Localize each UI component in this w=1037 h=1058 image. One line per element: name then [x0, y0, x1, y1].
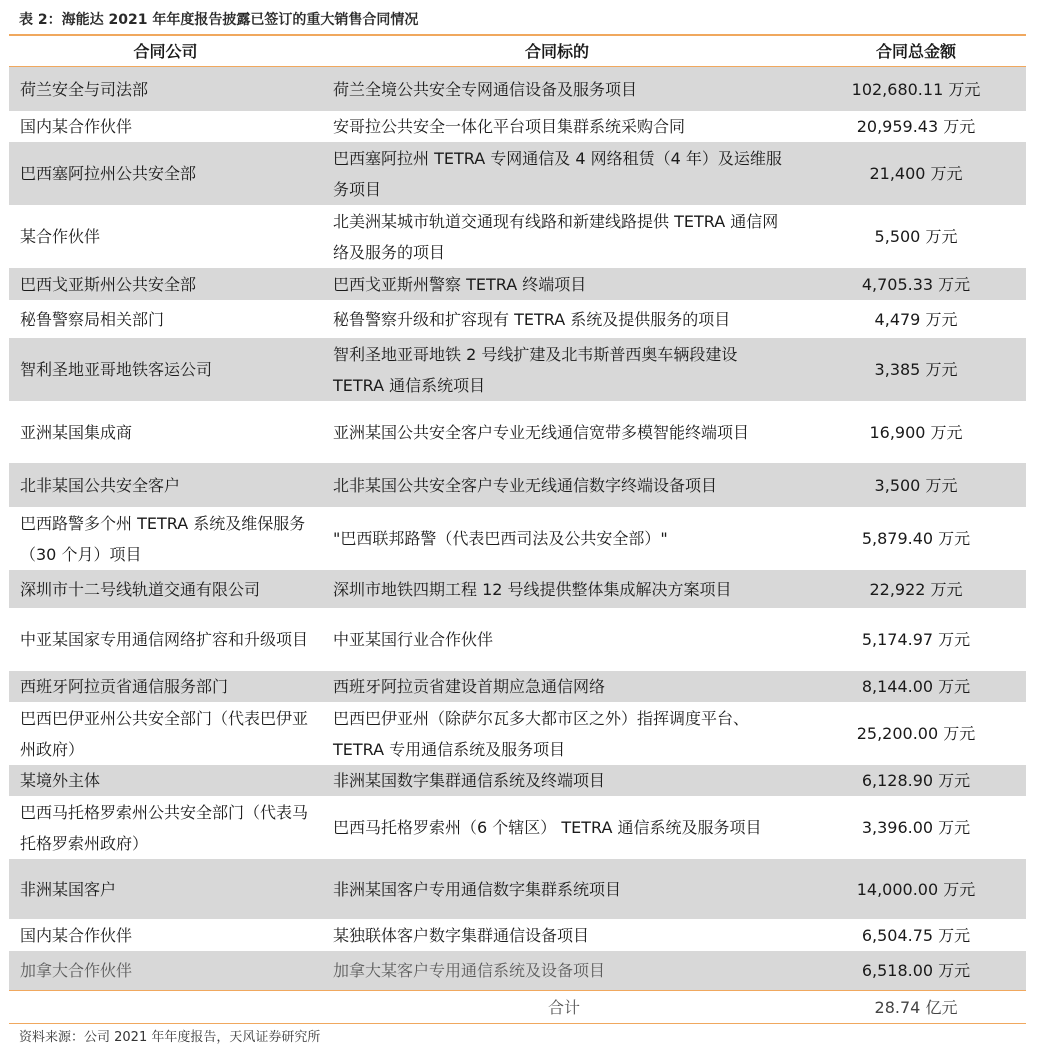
subject-cell: 某独联体客户数字集群通信设备项目 — [333, 925, 590, 945]
amount-cell: 16,900 万元 — [869, 422, 963, 442]
table-row — [9, 702, 1026, 765]
subject-cell: "巴西联邦路警（代表巴西司法及公共安全部）" — [333, 529, 668, 548]
table-row — [9, 111, 1026, 142]
company-cell: 加拿大合作伙伴 — [20, 961, 133, 980]
company-cell: 荷兰安全与司法部 — [20, 79, 149, 99]
amount-cell: 8,144.00 万元 — [861, 677, 971, 696]
table-row — [9, 268, 1026, 300]
amount-cell: 21,400 万元 — [869, 164, 963, 183]
company-cell: 国内某合作伙伴 — [20, 117, 133, 136]
subject-cell: 巴西巴伊亚州（除萨尔瓦多大都市区之外）指挥调度平台、TETRA 专用通信系统及服务项目 — [333, 708, 750, 759]
table-row — [9, 463, 1026, 507]
table-row — [9, 671, 1026, 702]
table-row — [9, 338, 1026, 401]
company-cell: 亚洲某国集成商 — [20, 422, 133, 442]
amount-cell: 6,128.90 万元 — [861, 771, 971, 790]
table-row — [9, 507, 1026, 570]
header-subject: 合同标的 — [524, 41, 589, 61]
amount-cell: 5,174.97 万元 — [861, 630, 971, 649]
amount-cell: 102,680.11 万元 — [851, 79, 981, 99]
amount-cell: 3,500 万元 — [874, 475, 958, 495]
company-cell: 国内某合作伙伴 — [20, 925, 133, 945]
company-cell: 某合作伙伴 — [20, 227, 101, 246]
table-row — [9, 951, 1026, 990]
subject-cell: 北美洲某城市轨道交通现有线路和新建线路提供 TETRA 通信网络及服务的项目 — [333, 211, 779, 262]
amount-cell: 3,385 万元 — [874, 360, 958, 379]
company-cell: 秘鲁警察局相关部门 — [20, 309, 165, 329]
company-cell: 巴西塞阿拉州公共安全部 — [20, 164, 197, 183]
subject-cell: 深圳市地铁四期工程 12 号线提供整体集成解决方案项目 — [333, 579, 732, 599]
company-cell: 巴西戈亚斯州公共安全部 — [20, 274, 197, 294]
amount-cell: 4,479 万元 — [874, 309, 958, 329]
subject-cell: 中亚某国行业合作伙伴 — [333, 630, 494, 649]
company-cell: 某境外主体 — [20, 771, 101, 790]
company-cell: 智利圣地亚哥地铁客运公司 — [20, 360, 213, 379]
amount-cell: 14,000.00 万元 — [856, 879, 976, 899]
company-cell: 非洲某国客户 — [20, 879, 117, 899]
subject-cell: 秘鲁警察升级和扩容现有 TETRA 系统及提供服务的项目 — [333, 309, 731, 329]
subject-cell: 西班牙阿拉贡省建设首期应急通信网络 — [333, 677, 606, 696]
total-label: 合计 — [547, 997, 580, 1017]
company-cell: 北非某国公共安全客户 — [20, 475, 181, 495]
subject-cell: 非洲某国客户专用通信数字集群系统项目 — [333, 879, 622, 899]
sales-contract-table — [9, 34, 1026, 1024]
amount-cell: 22,922 万元 — [869, 579, 963, 599]
subject-cell: 巴西戈亚斯州警察 TETRA 终端项目 — [333, 274, 587, 294]
total-amount: 28.74 亿元 — [874, 997, 958, 1017]
table-row — [9, 67, 1026, 111]
amount-cell: 4,705.33 万元 — [861, 274, 971, 294]
amount-cell: 6,518.00 万元 — [861, 961, 971, 980]
subject-cell: 亚洲某国公共安全客户专业无线通信宽带多模智能终端项目 — [333, 422, 750, 442]
table-header-row — [9, 36, 1026, 67]
company-cell: 深圳市十二号线轨道交通有限公司 — [20, 579, 261, 599]
subject-cell: 荷兰全境公共安全专网通信设备及服务项目 — [333, 79, 638, 99]
table-row — [9, 142, 1026, 205]
table-row — [9, 300, 1026, 338]
header-amount: 合同总金额 — [875, 41, 956, 61]
table-row — [9, 796, 1026, 859]
amount-cell: 3,396.00 万元 — [861, 818, 971, 837]
company-cell: 巴西马托格罗索州公共安全部门（代表马托格罗索州政府） — [20, 802, 309, 853]
table-row — [9, 205, 1026, 268]
source-note: 资料来源：公司 2021 年年度报告，天风证券研究所 — [19, 1030, 321, 1045]
subject-cell: 加拿大某客户专用通信系统及设备项目 — [333, 961, 606, 980]
subject-cell: 非洲某国数字集群通信系统及终端项目 — [333, 771, 606, 790]
company-cell: 巴西路警多个州 TETRA 系统及维保服务（30 个月）项目 — [20, 513, 306, 564]
table-row — [9, 570, 1026, 608]
subject-cell: 安哥拉公共安全一体化平台项目集群系统采购合同 — [333, 117, 686, 136]
subject-cell: 巴西马托格罗索州（6 个辖区） TETRA 通信系统及服务项目 — [333, 818, 762, 837]
table-row — [9, 919, 1026, 951]
company-cell: 中亚某国家专用通信网络扩容和升级项目 — [20, 630, 309, 649]
subject-cell: 北非某国公共安全客户专业无线通信数字终端设备项目 — [333, 475, 718, 495]
amount-cell: 5,500 万元 — [874, 227, 958, 246]
table-row — [9, 608, 1026, 671]
amount-cell: 5,879.40 万元 — [861, 529, 971, 548]
subject-cell: 智利圣地亚哥地铁 2 号线扩建及北韦斯普西奥车辆段建设 TETRA 通信系统项目 — [333, 344, 738, 395]
subject-cell: 巴西塞阿拉州 TETRA 专网通信及 4 网络租赁（4 年）及运维服务项目 — [333, 148, 782, 199]
table-row — [9, 859, 1026, 919]
header-company: 合同公司 — [133, 41, 198, 61]
table-row — [9, 765, 1026, 796]
table-row — [9, 401, 1026, 463]
amount-cell: 6,504.75 万元 — [861, 925, 971, 945]
company-cell: 西班牙阿拉贡省通信服务部门 — [20, 677, 229, 696]
total-row — [9, 990, 1026, 1024]
amount-cell: 20,959.43 万元 — [856, 117, 976, 136]
amount-cell: 25,200.00 万元 — [856, 724, 976, 743]
table-caption: 表 2：海能达 2021 年年度报告披露已签订的重大销售合同情况 — [19, 12, 419, 28]
company-cell: 巴西巴伊亚州公共安全部门（代表巴伊亚州政府） — [20, 708, 309, 759]
